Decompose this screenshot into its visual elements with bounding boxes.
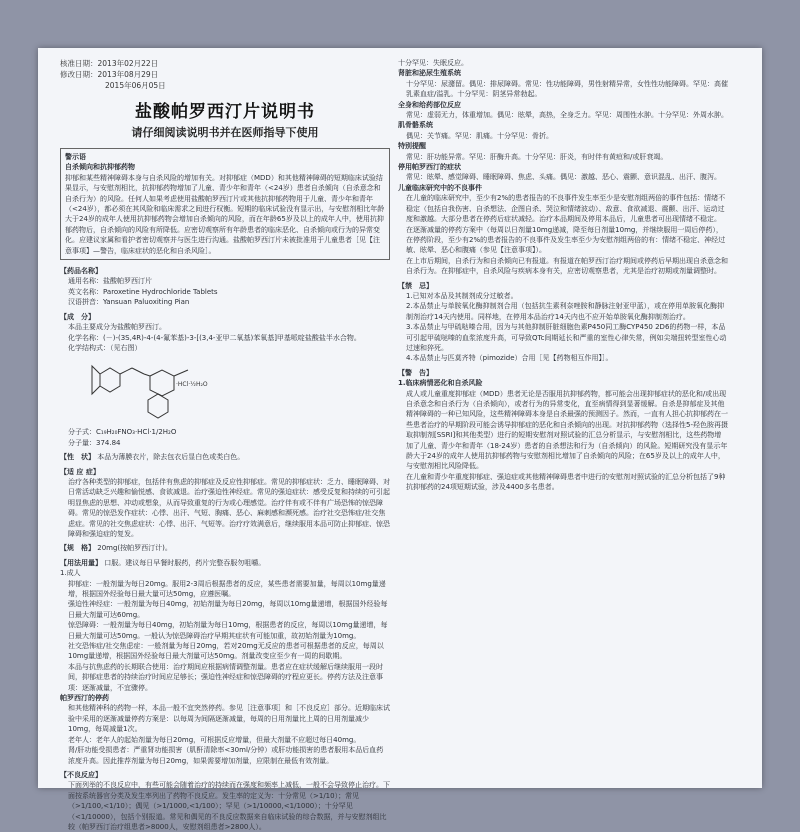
section-properties bbox=[60, 452, 390, 462]
properties-heading: 【性 状】 bbox=[60, 453, 95, 462]
special-note-text: 常见：肝功能异常。罕见：肝酶升高。十分罕见：肝炎，有时伴有黄疸和/或肝衰竭。 bbox=[406, 152, 668, 161]
section-warnings bbox=[398, 368, 728, 493]
properties-text: 本品为薄膜衣片，除去包衣后显白色或类白色。 bbox=[97, 453, 245, 462]
chemical-structure-diagram bbox=[90, 356, 390, 424]
molecular-formula: 分子式：C₁₉H₂₀FNO₃·HCl·1/2H₂O bbox=[68, 428, 177, 437]
postmarketing-text: 在上市后期间，自杀行为和自杀倾向已有报道。有报道在帕罗西汀治疗期间或停药后早期出现自杀意念和自杀行为。在抑郁症中，自杀风险与疾病本身有关，应密切观察患者，尤其是治疗初期或剂量调整时。 bbox=[406, 256, 728, 276]
renal-section-text: 十分罕见：尿潴留。偶见：排尿障碍。常见：性功能障碍，男性射精异常，女性性功能障碍。罕见：高催乳素血症/溢乳。十分罕见：阴茎异常勃起。 bbox=[406, 79, 728, 99]
english-name: 英文名称：Paroxetine Hydrochloride Tablets bbox=[68, 287, 218, 296]
warning-title: 警示语 bbox=[65, 153, 86, 161]
general-section-heading: 全身和给药部位反应 bbox=[398, 100, 461, 109]
dosage-adult: 1.成人 bbox=[60, 569, 81, 578]
revision-date-1: 修改日期：2013年08月29日 bbox=[60, 70, 159, 79]
dosage-social: 社交恐怖症/社交焦虑症：一般剂量为每日20mg，若对20mg无反应的患者可根据患者的反应，每周以10mg量递增，根据国外经验每日最大剂量可达50mg。剂量改变应至少有一周的间歇期。 bbox=[68, 642, 384, 661]
dosage-panic: 惊恐障碍：一般剂量为每日40mg，初始剂量为每日10mg，根据患者的反应，每周以10mg量递增，每日最大剂量可达50mg。一般认为惊恐障碍治疗早期其症状有可能加重，故初始剂量为10mg。 bbox=[68, 621, 388, 640]
section-drug-name bbox=[60, 266, 390, 308]
warnings-subheading: 1.临床病情恶化和自杀风险 bbox=[398, 379, 483, 388]
dosage-elderly: 老年人：老年人的起始剂量为每日20mg，可根据反应增量，但最大剂量不应超过每日40mg。 bbox=[68, 735, 361, 744]
warnings-text: 成人或儿童重度抑郁症（MDD）患者无论是否服用抗抑郁药物，都可能会出现抑郁症状的恶化和/或出现自杀意念和自杀行为（自杀倾向），或者行为的异常变化，直至病情得到显著缓解。自杀是抑郁症及其他精神障碍的一种已知风险，这些精神障碍本身是自杀最强的预测因子。然而，一直有人担心抗抑郁药在一些患者治疗的早期阶段可能会诱导抑郁症的恶化和自杀倾向的出现。对抗抑郁药物（选择性5-羟色胺再摄取抑制剂[SSRI]和其他类型）进行的短期安慰剂对照试验的汇总分析显示，与安慰剂相比，这些药物增加了儿童、青少年和青年（18-24岁）患者的自杀想法和行为（自杀倾向）的风险。短期研究没有显示年龄大于24岁的成年人使用抗抑郁药物与安慰剂相比增加了自杀倾向的风险；在65岁及以上的成年人中，与安慰剂相比风险降低。 bbox=[406, 389, 728, 471]
indications-heading: 【适 应 症】 bbox=[60, 467, 100, 476]
document-title: 盐酸帕罗西汀片说明书 bbox=[135, 102, 315, 122]
dosage-depression: 抑郁症：一般剂量为每日20mg。服用2-3周后根据患者的反应，某些患者需要加量，每周以10mg量递增，根据国外经验每日最大量可达50mg，应遵医嘱。 bbox=[68, 579, 386, 598]
drug-name-heading: 【药品名称】 bbox=[60, 267, 102, 276]
withdrawal-text: 常见：眩晕、感觉障碍、睡眠障碍、焦虑、头痛。偶见：激越、恶心、震颤、意识混乱、出汗、腹泻。 bbox=[406, 173, 721, 182]
section-indications bbox=[60, 467, 390, 540]
special-note-heading: 特别提醒 bbox=[398, 142, 426, 151]
specification-text: 20mg(按帕罗西汀计)。 bbox=[97, 544, 172, 553]
section-adverse-reactions bbox=[60, 770, 390, 832]
musculoskeletal-text: 偶见：关节痛。罕见：肌痛。十分罕见：骨折。 bbox=[406, 131, 553, 140]
specification-heading: 【规 格】 bbox=[60, 544, 95, 553]
molecular-weight: 分子量：374.84 bbox=[68, 438, 121, 447]
dosage-intro: 口服。建议每日早餐时服药，药片完整吞服勿咀嚼。 bbox=[104, 558, 266, 567]
revision-date-2: 2015年06月05日 bbox=[105, 81, 166, 90]
adverse-heading: 【不良反应】 bbox=[60, 770, 102, 779]
boxed-warning bbox=[60, 148, 390, 260]
dosage-stop-heading: 帕罗西汀的停药 bbox=[60, 694, 109, 703]
approval-date: 核准日期：2013年02月22日 bbox=[60, 59, 159, 68]
contraindication-2: 2.本品禁止与单胺氧化酶抑制剂合用（包括抗生素利奈唑胺和静脉注射亚甲蓝），或在停用单胺氧化酶抑制剂治疗14天内使用。同样地，在停用本品治疗14天内也不应开始单胺氧化酶抑制剂治疗。 bbox=[406, 302, 725, 321]
left-column bbox=[60, 58, 390, 832]
contraindication-1: 1.已知对本品及其制剂成分过敏者。 bbox=[406, 291, 518, 300]
pediatric-heading: 儿童临床研究中的不良事件 bbox=[398, 183, 482, 192]
dosage-renal: 肾/肝功能受损患者：严重肾功能损害（肌酐清除率<30ml/分钟）或肝功能损害的患者服用本品后血药浓度升高。因此推荐剂量为每日20mg，如果需要增加剂量，应限制在最低有效剂量。 bbox=[68, 746, 384, 765]
renal-section-heading: 肾脏和泌尿生殖系统 bbox=[398, 69, 461, 78]
structure-svg bbox=[90, 356, 270, 424]
structure-label: 化学结构式：（见右图） bbox=[68, 343, 142, 352]
composition-heading: 【成 分】 bbox=[60, 312, 95, 321]
leaflet-sheet bbox=[38, 48, 762, 831]
composition-intro: 本品主要成分为盐酸帕罗西汀。 bbox=[68, 323, 166, 332]
pediatric-text: 在儿童的临床研究中，至少有2%的患者报告的不良事件发生率至少是安慰剂组两倍的事件包括：情绪不稳定（包括自我伤害、自杀想法、企图自杀、哭泣和情绪波动）、敌意、食欲减退、震颤、出汗、运动过度和激越。大部分患者在停药后症状减轻。治疗本品期间及停用本品后，儿童患者可出现情绪不稳定。 bbox=[406, 194, 726, 224]
taper-trial-text: 在逐渐减量的停药方案中（每周以日剂量10mg递减，降至每日剂量10mg，并继续服用一周后停药），在停药阶段，至少有2%的患者报告的不良事件及发生率至少为安慰剂组两倍的有：情绪不稳定、神经过敏、眩晕、恶心和腹痛（参见【注意事项】）。 bbox=[406, 225, 726, 255]
dosage-note: 本品与抗焦虑药的长期联合使用：治疗期间应根据病情调整剂量。患者应在症状缓解后继续服用一段时间，抑郁症患者的持续治疗时间应足够长；强迫性神经症和惊恐障碍的疗程应更长。停药方法及注意事项：逐渐减量，不宜骤停。 bbox=[68, 662, 383, 692]
warning-heading: 自杀倾向和抗抑郁药物 bbox=[65, 163, 135, 172]
contraindications-heading: 【禁 忌】 bbox=[398, 281, 433, 290]
warnings-heading: 【警 告】 bbox=[398, 368, 433, 377]
adverse-text: 下面列举的不良反应中，有些可能会随着治疗的持续而在强度和频率上减低，一般不会导致停止治疗。下面按系统器官分类及发生率列出了药物不良反应。发生率的定义为：十分常见（>1/10）；常见（>1/100,<1/10）；偶见（>1/1000,<1/100）；罕见（>1/10000,<1/1000）；十分罕见（<1/10000），包括个别报道。常见和偶见的不良反应数据来自临床试验的综合数据，并与安慰剂组比较（帕罗西汀治疗组患者>8000人，安慰剂组患者>2800人）。 bbox=[68, 781, 390, 831]
dosage-ocd: 强迫性神经症：一般剂量为每日40mg，初始剂量为每日20mg，每周以10mg量递增，根据国外经验每日最大剂量可达60mg。 bbox=[68, 600, 388, 619]
svg-text:·HCl·½H₂O: ·HCl·½H₂O bbox=[176, 381, 208, 389]
pinyin-name: 汉语拼音：Yansuan Paluoxiting Pian bbox=[68, 298, 190, 307]
right-column bbox=[398, 58, 728, 493]
dosage-heading: 【用法用量】 bbox=[60, 558, 102, 567]
indications-text: 治疗各种类型的抑郁症，包括伴有焦虑的抑郁症及反应性抑郁症。常见的抑郁症状：乏力、睡眠障碍、对日常活动缺乏兴趣和愉悦感、食欲减退。治疗强迫性神经症。常见的强迫症状：感受反复和持续的可引起明显焦虑的思想、冲动或想象，从而导致重复的行为或心理感觉。治疗伴有或不伴有广场恐怖的惊恐障碍。常见的惊恐发作症状：心悸、出汗、气短、胸痛、恶心、麻刺感和濒死感。治疗社交恐怖症/社交焦虑症。常见的社交焦虑症状：心悸、出汗、气短等。治疗疗效满意后，继续服用本品可防止抑郁症、惊恐障碍和强迫症的复发。 bbox=[68, 477, 390, 538]
generic-name: 通用名称：盐酸帕罗西汀片 bbox=[68, 277, 152, 286]
warnings-bottom-text: 在儿童和青少年重度抑郁症、强迫症或其他精神障碍患者中进行的安慰剂对照试验的汇总分析包括了9种抗抑郁药的24项短期试验，涉及4400多名患者。 bbox=[406, 472, 726, 492]
contraindication-3: 3.本品禁止与甲硫哒嗪合用，因为与其他抑制肝脏细胞色素P450同工酶CYP450 2D6的药物一样，本品可引起甲硫哒嗪的血浆浓度升高，可导致QTc间期延长和严重的室性心律失常，例如尖端扭转型室性心动过速和猝死。 bbox=[406, 323, 727, 352]
general-section-text: 常见：虚弱无力，体重增加。偶见：眩晕，高热，全身乏力。罕见：周围性水肿。十分罕见：外周水肿。 bbox=[406, 111, 728, 120]
section-composition bbox=[60, 312, 390, 448]
section-contraindications bbox=[398, 281, 728, 364]
withdrawal-heading: 停用帕罗西汀的症状 bbox=[398, 163, 461, 172]
dosage-stop-text: 和其他精神科的药物一样，本品一般不宜突然停药。参见［注意事项］和［不良反应］部分。近期临床试验中采用的逐渐减量停药方案是：以每周为间隔逐渐减量，每周的日用剂量比上周的日用剂量减少10mg，每周减量1次。 bbox=[68, 704, 390, 734]
warning-body: 抑郁和某些精神障碍本身与自杀风险的增加有关。对抑郁症（MDD）和其他精神障碍的短期临床试验结果显示，与安慰剂相比，抗抑郁药物增加了儿童、青少年和青年（<24岁）患者自杀倾向（自杀意念和自杀行为）的风险。任何人如果考虑使用盐酸帕罗西汀片或其他抗抑郁药物用于儿童、青少年和青年（<24岁），都必须在其风险和临床需求之间进行权衡。短期的临床试验没有显示出，与安慰剂相比年龄大于24岁的成年人使用抗抑郁药物会增加自杀倾向的风险，而在年龄65岁及以上的成年人中，使用抗抑郁药物后，自杀倾向的风险有所降低。应密切观察所有年龄患者的临床恶化、自杀倾向或行为的异常变化。应建议家属和看护者密切观察并与医生进行沟通。盐酸帕罗西汀片未被批准用于儿童患者［见【注意事项】—警告，临床症状的恶化和自杀风险］。 bbox=[65, 173, 385, 255]
chemical-name: 化学名称：(－)-(3S,4R)-4-(4-氟苯基)-3-[(3,4-亚甲二氧基)苯氧基]甲基哌啶盐酸盐半水合物。 bbox=[68, 333, 361, 342]
section-dosage bbox=[60, 558, 390, 766]
revision-dates bbox=[60, 58, 390, 91]
contraindication-4: 4.本品禁止与匹莫齐特（pimozide）合用［见【药物相互作用】］。 bbox=[406, 354, 613, 363]
right-top-line: 十分罕见：失眠反应。 bbox=[398, 59, 468, 67]
document-subtitle: 请仔细阅读说明书并在医师指导下使用 bbox=[131, 126, 319, 139]
section-specification bbox=[60, 543, 390, 553]
musculoskeletal-heading: 肌骨骼系统 bbox=[398, 121, 433, 130]
